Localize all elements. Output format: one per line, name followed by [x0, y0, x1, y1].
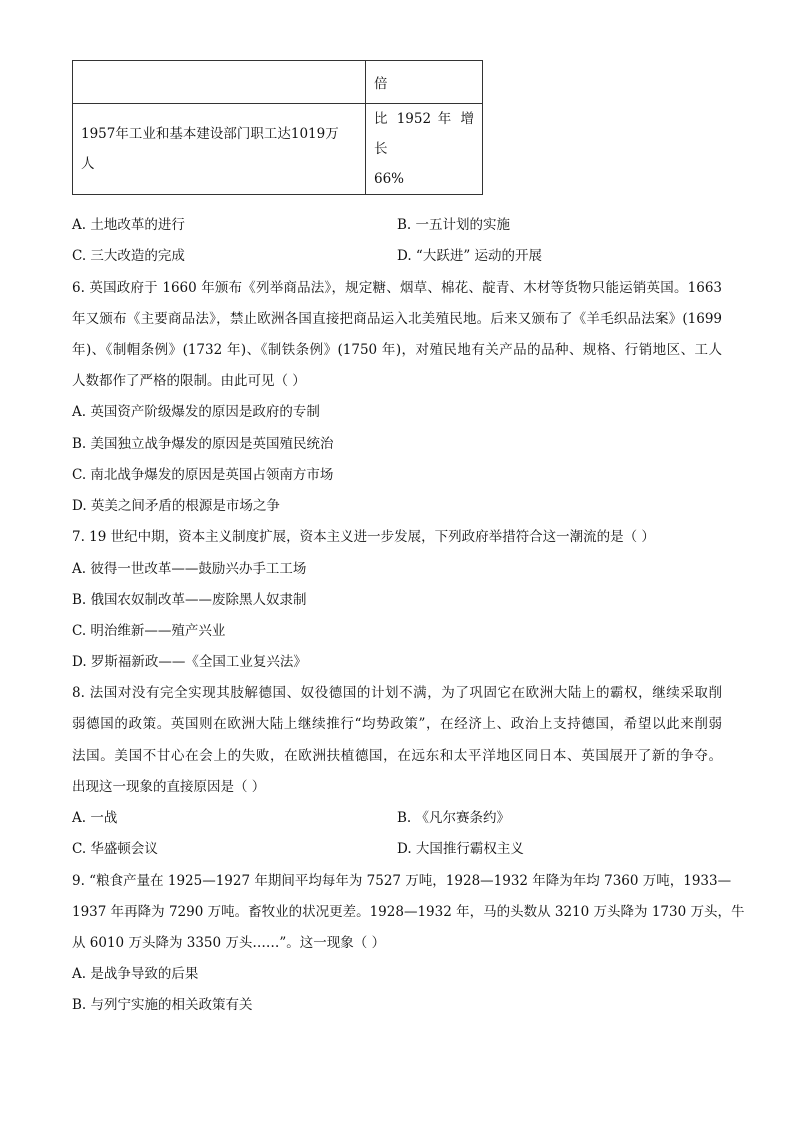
option-a: A. 彼得一世改革——鼓励兴办手工工场 [72, 561, 307, 577]
table-cell: 倍 [366, 61, 483, 104]
data-table [72, 60, 483, 195]
question-stem-line: 年又颁布《主要商品法》，禁止欧洲各国直接把商品运入北美殖民地。后来又颁布了《羊毛织品法案》(1699 [72, 311, 722, 327]
option-a: A. 一战 [72, 810, 118, 826]
option-b: B. 一五计划的实施 [397, 217, 511, 233]
question-stem-line: 出现这一现象的直接原因是（ ） [72, 779, 266, 795]
option-d: D. 大国推行霸权主义 [397, 841, 524, 857]
table-row [73, 104, 483, 195]
question-stem-line: 从 6010 万头降为 3350 万头……”。这一现象（ ） [72, 935, 386, 951]
question-stem-line: 1937 年再降为 7290 万吨。畜牧业的状况更差。1928—1932 年，马的头数从 3210 万头降为 1730 万头，牛 [72, 904, 745, 920]
question-stem-line: 法国。美国不甘心在会上的失败，在欧洲扶植德国，在远东和太平洋地区同日本、英国展开了新的争夺。 [72, 748, 722, 764]
question-stem-line: 年)、《制帽条例》(1732 年)、《制铁条例》(1750 年)，对殖民地有关产品的品种、规格、行销地区、工人 [72, 342, 722, 358]
option-d: D. 罗斯福新政——《全国工业复兴法》 [72, 654, 307, 670]
option-d: D. 英美之间矛盾的根源是市场之争 [72, 498, 280, 514]
option-c: C. 华盛顿会议 [72, 841, 158, 857]
option-a: A. 英国资产阶级爆发的原因是政府的专制 [72, 404, 320, 420]
question-stem-line: 弱德国的政策。英国则在欧洲大陆上继续推行“均势政策”，在经济上、政治上支持德国，希望以此来削弱 [72, 716, 722, 732]
question-stem-line: 6. 英国政府于 1660 年颁布《列举商品法》，规定糖、烟草、棉花、靛青、木材等货物只能运销英国。1663 [72, 280, 722, 296]
option-c: C. 明治维新——殖产兴业 [72, 623, 226, 639]
table-cell [73, 61, 366, 104]
question-stem-line: 8. 法国对没有完全实现其肢解德国、奴役德国的计划不满，为了巩固它在欧洲大陆上的霸权，继续采取削 [72, 685, 722, 701]
question-stem-line: 7. 19 世纪中期，资本主义制度扩展，资本主义进一步发展，下列政府举措符合这一潮流的是（ ） [72, 529, 655, 545]
option-d: D. “大跃进” 运动的开展 [397, 248, 543, 264]
table-cell-line: 1957年工业和基本建设部门职工达1019万 [81, 126, 339, 142]
option-b: B. 《凡尔赛条约》 [397, 810, 511, 826]
option-a: A. 是战争导致的后果 [72, 966, 199, 982]
question-stem-line: 9. “粮食产量在 1925—1927 年期间平均每年为 7527 万吨，1928—1932 年降为年均 7360 万吨，1933— [72, 873, 732, 889]
table-cell-line: 66% [374, 171, 405, 187]
option-a: A. 土地改革的进行 [72, 217, 185, 233]
table-cell [366, 104, 483, 195]
table-cell [73, 104, 366, 195]
table-cell-line: 人 [81, 156, 95, 172]
option-b: B. 俄国农奴制改革——废除黑人奴隶制 [72, 592, 307, 608]
table-row [73, 61, 483, 104]
option-b: B. 与列宁实施的相关政策有关 [72, 997, 253, 1013]
option-c: C. 南北战争爆发的原因是英国占领南方市场 [72, 467, 334, 483]
option-b: B. 美国独立战争爆发的原因是英国殖民统治 [72, 436, 334, 452]
option-c: C. 三大改造的完成 [72, 248, 185, 264]
question-stem-line: 人数都作了严格的限制。由此可见（ ） [72, 373, 306, 389]
table-cell-line: 比 1952 年 增 长 [374, 111, 474, 157]
